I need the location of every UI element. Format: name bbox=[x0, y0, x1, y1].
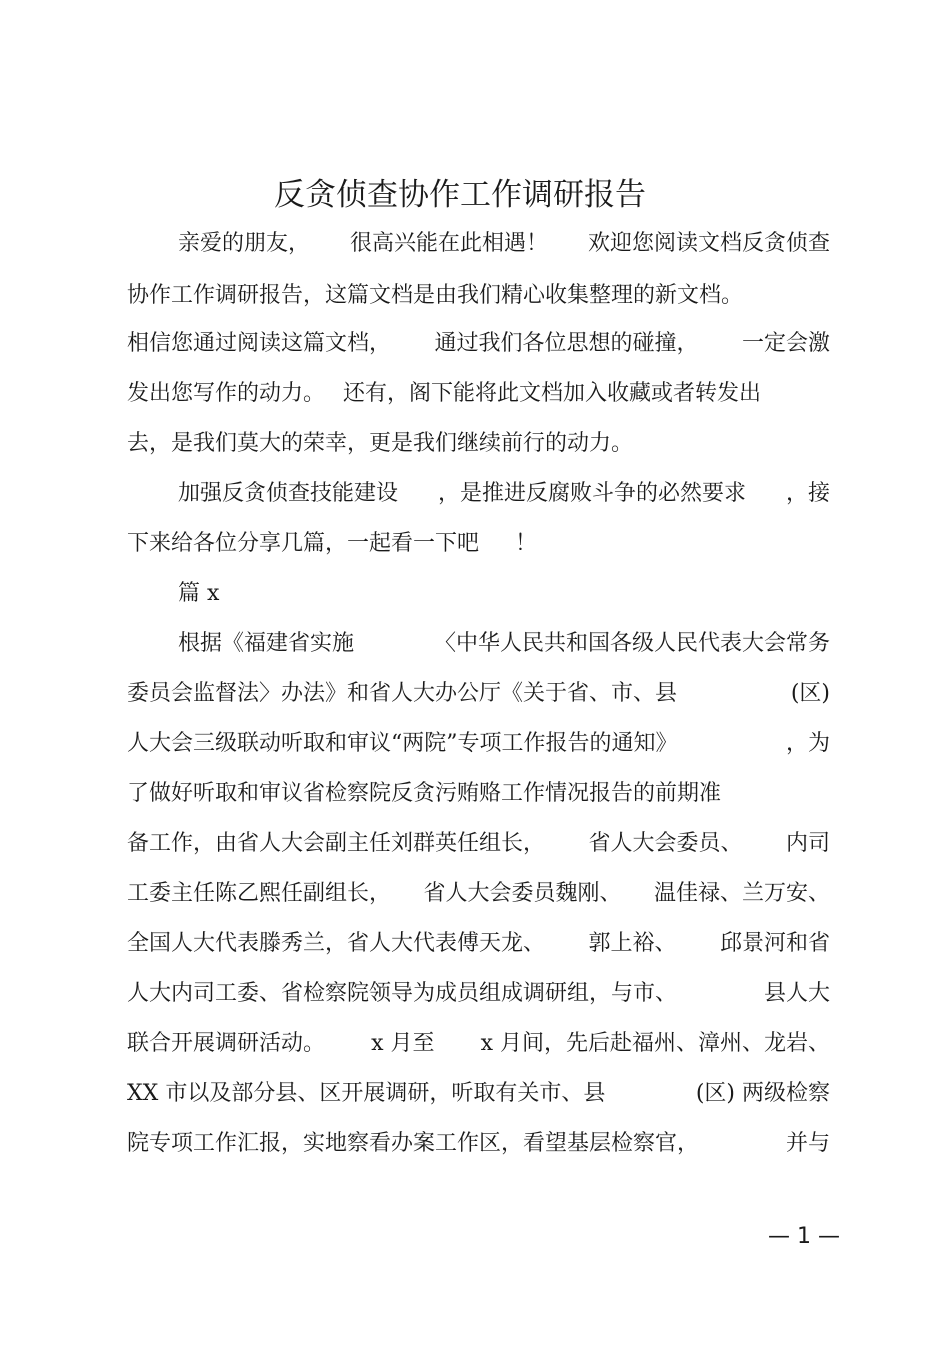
text-segment: 备工作，由省人大会副主任刘群英任组长， bbox=[127, 831, 546, 856]
page-number: — 1 — bbox=[768, 1224, 840, 1249]
text-segment: 下来给各位分享几篇，一起看一下吧 bbox=[127, 531, 480, 556]
text-segment: 〈中华人民共和国各级人民代表大会常务 bbox=[433, 631, 830, 656]
text-line bbox=[178, 627, 830, 661]
text-segment: 并与 bbox=[785, 1131, 830, 1156]
text-line bbox=[127, 977, 830, 1011]
text-segment: 联合开展调研活动。 bbox=[127, 1031, 326, 1056]
text-segment: 人大会三级联动听取和审议“两院”专项工作报告的通知》 bbox=[127, 731, 678, 756]
text-line bbox=[127, 877, 830, 911]
text-line bbox=[127, 377, 830, 411]
text-line bbox=[178, 577, 830, 611]
text-line bbox=[127, 827, 830, 861]
text-segment: 省人大会委员、 bbox=[588, 831, 743, 856]
text-segment: x 月至 bbox=[371, 1031, 435, 1056]
text-line bbox=[178, 477, 830, 511]
text-segment: (区) bbox=[790, 681, 830, 706]
text-line bbox=[127, 279, 830, 313]
text-segment: 相信您通过阅读这篇文档， bbox=[127, 331, 392, 356]
text-line bbox=[127, 327, 830, 361]
text-segment: 协作工作调研报告，这篇文档是由我们精心收集整理的新文档。 bbox=[127, 283, 744, 308]
page-title: 反贪侦查协作工作调研报告 bbox=[274, 177, 646, 213]
text-segment: 亲爱的朋友， bbox=[178, 231, 311, 256]
text-segment: 温佳禄、兰万安、 bbox=[653, 881, 830, 906]
text-line bbox=[127, 427, 830, 461]
text-segment: ，接 bbox=[785, 481, 830, 506]
text-line bbox=[127, 927, 830, 961]
text-segment: 院专项工作汇报，实地察看办案工作区，看望基层检察官， bbox=[127, 1131, 700, 1156]
text-segment: 很高兴能在此相遇！ bbox=[349, 231, 548, 256]
text-segment: 一定会激 bbox=[741, 331, 830, 356]
text-line bbox=[127, 777, 830, 811]
text-segment: ，为 bbox=[785, 731, 830, 756]
text-segment: x 月间，先后赴福州、漳州、龙岩、 bbox=[480, 1031, 830, 1056]
text-segment: 根据《福建省实施 bbox=[178, 631, 355, 656]
text-segment: 郭上裕、 bbox=[588, 931, 677, 956]
text-line bbox=[127, 1027, 830, 1061]
text-line bbox=[127, 1077, 830, 1111]
text-segment: 发出您写作的动力。 bbox=[127, 381, 326, 406]
text-segment: 县人大 bbox=[763, 981, 830, 1006]
text-line bbox=[127, 1127, 830, 1161]
text-segment: ！ bbox=[515, 531, 538, 556]
text-segment: 人大内司工委、省检察院领导为成员组成调研组，与市、 bbox=[127, 981, 678, 1006]
text-segment: 内司 bbox=[785, 831, 830, 856]
text-segment: 篇 x bbox=[178, 581, 220, 606]
text-segment: 通过我们各位思想的碰撞， bbox=[434, 331, 699, 356]
text-segment: 委员会监督法〉办法》和省人大办公厅《关于省、市、县 bbox=[127, 681, 678, 706]
text-segment: 去，是我们莫大的荣幸，更是我们继续前行的动力。 bbox=[127, 431, 634, 456]
text-segment: 邱景河和省 bbox=[719, 931, 830, 956]
text-line bbox=[127, 677, 830, 711]
text-line bbox=[127, 527, 830, 561]
text-segment: 全国人大代表滕秀兰，省人大代表傅天龙、 bbox=[127, 931, 546, 956]
text-segment: 了做好听取和审议省检察院反贪污贿赂工作情况报告的前期准 bbox=[127, 781, 722, 806]
text-segment: (区) 两级检察 bbox=[695, 1081, 830, 1106]
text-segment: ，是推进反腐败斗争的必然要求 bbox=[437, 481, 746, 506]
text-line bbox=[127, 727, 830, 761]
text-segment: 工委主任陈乙熙任副组长， bbox=[127, 881, 392, 906]
text-segment: 省人大会委员魏刚、 bbox=[423, 881, 622, 906]
text-segment: 欢迎您阅读文档反贪侦查 bbox=[587, 231, 830, 256]
text-segment: XX 市以及部分县、区开展调研，听取有关市、县 bbox=[127, 1081, 606, 1106]
text-segment: 还有，阁下能将此文档加入收藏或者转发出 bbox=[343, 381, 762, 406]
text-segment: 加强反贪侦查技能建设 bbox=[178, 481, 399, 506]
text-line bbox=[178, 227, 830, 261]
